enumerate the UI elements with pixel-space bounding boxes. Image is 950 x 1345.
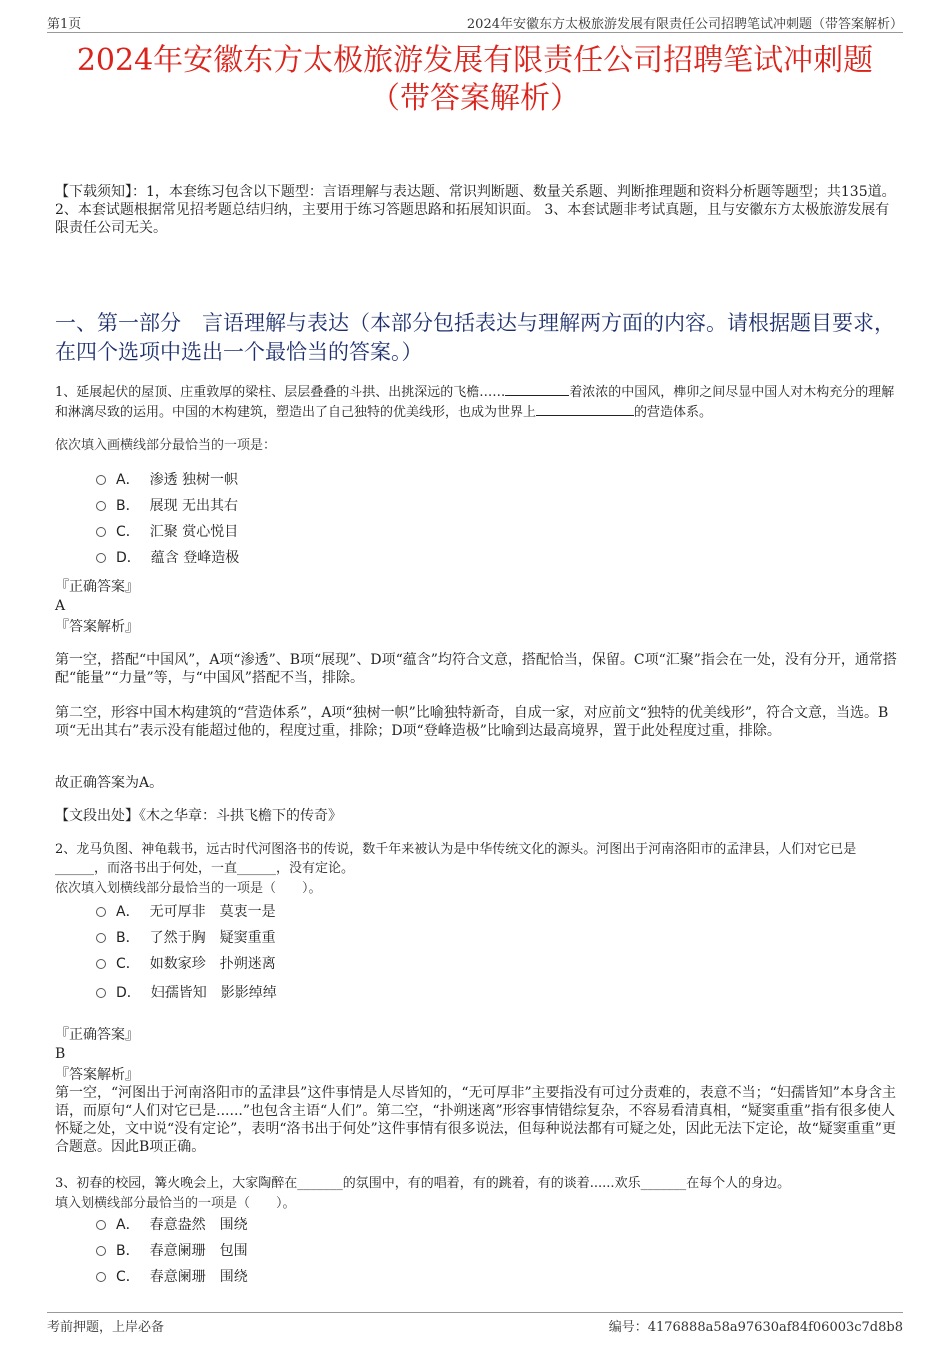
footer-slogan: 考前押题，上岸必备	[47, 1320, 165, 1335]
radio-icon[interactable]	[96, 501, 106, 511]
question-2-instruction: 依次填入划横线部分最恰当的一项是（ ）。	[55, 881, 322, 896]
option-b[interactable]: B． 了然于胸 疑窦重重	[96, 925, 277, 951]
analysis-label: 『答案解析』	[55, 619, 139, 635]
title-line-1: 2024年安徽东方太极旅游发展有限责任公司招聘笔试冲刺题	[76, 43, 874, 78]
download-notice: 【下载须知】：1，本套练习包含以下题型：言语理解与表达题、常识判断题、数量关系题、判断推理题和资料分析题等题型；共135道。 2、本套试题根据常见招考题总结归纳，主要用于练习答题思路和拓展知识面。 3、本套试题非考试真题，且与安徽东方太极旅游发展有限责任公司无关。	[55, 184, 896, 236]
analysis-paragraph-1: 第一空，搭配“中国风”，A项“渗透”、B项“展现”、D项“蕴含”均符合文意，搭配恰当，保留。C项“汇聚”指会在一处，没有分开，通常搭配“能量”“力量”等，与“中国风”搭配不当，排除。	[55, 652, 897, 686]
correct-answer-label: 『正确答案』	[55, 1027, 139, 1043]
option-c[interactable]: C． 春意阑珊 围绕	[96, 1264, 248, 1290]
analysis-label: 『答案解析』	[55, 1067, 139, 1083]
option-a[interactable]: A． 渗透 独树一帜	[96, 467, 239, 493]
radio-icon[interactable]	[96, 907, 106, 917]
analysis-paragraph: 第一空，“河图出于河南洛阳市的孟津县”这件事情是人尽皆知的，“无可厚非”主要指没有可过分责难的，表意不当；“妇孺皆知”本身含主语，而原句“人们对它已是......”也包含主语“人们”。第二空，“扑朔迷离”形容事情错综复杂，不容易看清真相，“疑窦重重”指有很多使人怀疑之处，文中说“没有定论”，表明“洛书出于何处”这件事情有很多说法，但每种说法都有可疑之处，因此无法下定论，故“疑窦重重”更合题意。因此B项正确。	[55, 1085, 896, 1155]
blank-2	[536, 403, 634, 416]
question-1-text: 1、延展起伏的屋顶、庄重敦厚的梁柱、层层叠叠的斗拱、出挑深远的飞檐…… 着浓浓的中国风，榫卯之间尽显中国人对木构充分的理解和淋漓尽致的运用。中国的木构建筑，塑造出了自己独特的优美线形，也成为世界上 的营造体系。	[55, 385, 895, 420]
document-title	[40, 42, 910, 118]
question-3-options	[96, 1212, 248, 1290]
section-heading: 一、第一部分 言语理解与表达（本部分包括表达与理解两方面的内容。请根据题目要求，在四个选项中选出一个最恰当的答案。）	[55, 311, 895, 364]
radio-icon[interactable]	[96, 475, 106, 485]
option-d[interactable]: D． 蕴含 登峰造极	[96, 545, 239, 571]
header-doc-title: 2024年安徽东方太极旅游发展有限责任公司招聘笔试冲刺题（带答案解析）	[466, 17, 903, 32]
option-b[interactable]: B． 春意阑珊 包围	[96, 1238, 248, 1264]
question-3-instruction: 填入划横线部分最恰当的一项是（ ）。	[55, 1196, 296, 1211]
option-d[interactable]: D． 妇孺皆知 影影绰绰	[96, 980, 277, 1006]
option-b[interactable]: B． 展现 无出其右	[96, 493, 239, 519]
text-source: 【文段出处】《木之华章：斗拱飞檐下的传奇》	[55, 808, 342, 824]
radio-icon[interactable]	[96, 1272, 106, 1282]
question-1-instruction: 依次填入画横线部分最恰当的一项是：	[55, 438, 277, 453]
option-a[interactable]: A． 无可厚非 莫衷一是	[96, 899, 277, 925]
question-1-options	[96, 467, 239, 571]
radio-icon[interactable]	[96, 988, 106, 998]
page-number: 第1页	[47, 17, 82, 32]
question-2-options	[96, 899, 277, 1006]
correct-answer-label: 『正确答案』	[55, 579, 139, 595]
radio-icon[interactable]	[96, 1246, 106, 1256]
radio-icon[interactable]	[96, 527, 106, 537]
question-2-text: 2、龙马负图、神龟载书，远古时代河图洛书的传说，数千年来被认为是中华传统文化的源头。河图出于河南洛阳市的孟津县，人们对它已是______，而洛书出于何处，一直______，没有定论。	[55, 842, 857, 876]
question-3-text: 3、初春的校园，篝火晚会上，大家陶醉在_______的氛围中，有的唱着，有的跳着，有的谈着......欢乐_______在每个人的身边。	[55, 1176, 791, 1191]
page-footer	[47, 1312, 903, 1335]
option-c[interactable]: C． 如数家珍 扑朔迷离	[96, 951, 277, 977]
correct-answer-value: A	[55, 598, 66, 614]
analysis-conclusion: 故正确答案为A。	[55, 775, 164, 791]
radio-icon[interactable]	[96, 959, 106, 969]
correct-answer-value: B	[55, 1046, 66, 1062]
option-c[interactable]: C． 汇聚 赏心悦目	[96, 519, 239, 545]
radio-icon[interactable]	[96, 553, 106, 563]
radio-icon[interactable]	[96, 933, 106, 943]
title-line-2: （带答案解析）	[370, 81, 580, 116]
page-header	[47, 10, 903, 33]
radio-icon[interactable]	[96, 1220, 106, 1230]
footer-serial-number: 编号：4176888a58a97630af84f06003c7d8b8	[608, 1320, 903, 1335]
analysis-paragraph-2: 第二空，形容中国木构建筑的“营造体系”，A项“独树一帜”比喻独特新奇，自成一家，对应前文“独特的优美线形”，符合文意，当选。B项“无出其右”表示没有能超过他的，程度过重，排除；D项“登峰造极”比喻到达最高境界，置于此处程度过重，排除。	[55, 705, 889, 739]
blank-1	[505, 383, 569, 396]
option-a[interactable]: A． 春意盎然 围绕	[96, 1212, 248, 1238]
